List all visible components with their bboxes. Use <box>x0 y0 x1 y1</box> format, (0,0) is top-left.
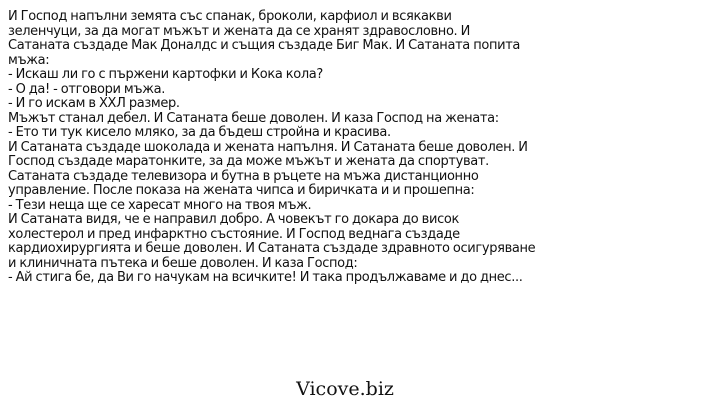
story-line: Сатаната създаде Мак Доналдс и същия създаде Биг Мак. И Сатаната попита <box>8 38 521 53</box>
story-line: - Искаш ли го с пържени картофки и Кока кола? <box>8 67 323 82</box>
story-line: И Сатаната видя, че е направил добро. А човекът го докара до висок <box>8 212 459 227</box>
story-line: И Господ напълни земята със спанак, броколи, карфиол и всякакви <box>8 9 452 24</box>
story-line: кардиохирургията и беше доволен. И Сатаната създаде здравното осигуряване <box>8 241 536 256</box>
site-watermark: Vicove.biz <box>296 378 394 400</box>
story-line: - Ай стига бе, да Ви го начукам на всичките! И така продължаваме и до днес... <box>8 270 523 285</box>
story-line: зеленчуци, за да могат мъжът и жената да се хранят здравословно. И <box>8 23 470 39</box>
story-line: - Ето ти тук кисело мляко, за да бъдеш стройна и красива. <box>8 125 391 140</box>
story-line: и клиничната пътека и беше доволен. И каза Господ: <box>8 255 358 271</box>
story-line: Господ създаде маратонките, за да може мъжът и жената да спортуват. <box>8 154 489 169</box>
story-line: - Тези неща ще се харесат много на твоя мъж. <box>8 197 312 213</box>
story-line: И Сатаната създаде шоколада и жената напълня. И Сатаната беше доволен. И <box>8 139 528 155</box>
story-line: - И го искам в ХХЛ размер. <box>8 96 180 111</box>
story-line: Сатаната създаде телевизора и бутна в ръцете на мъжа дистанционно <box>8 168 479 184</box>
story-line: Мъжът станал дебел. И Сатаната беше доволен. И каза Господ на жената: <box>8 110 499 126</box>
story-line: мъжа: <box>8 52 50 68</box>
story-line: управление. После показа на жената чипса и биричката и и прошепна: <box>8 183 475 198</box>
story-line: - О да! - отговори мъжа. <box>8 81 165 97</box>
story-line: холестерол и пред инфарктно състояние. И Господ веднага създаде <box>8 226 460 242</box>
story-text <box>8 10 694 286</box>
